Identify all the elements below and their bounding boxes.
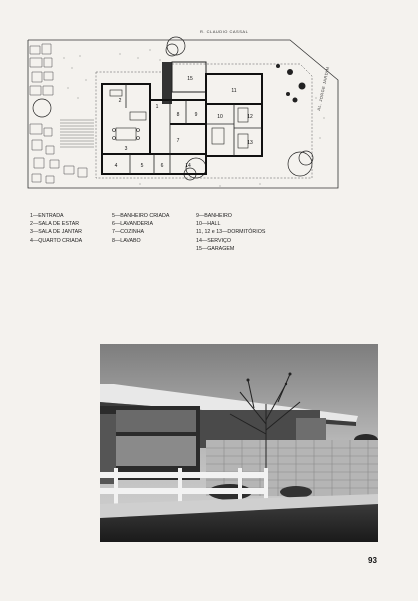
legend-item: 4—QUARTO CRIADA xyxy=(30,237,83,244)
legend-column-1 xyxy=(30,212,112,253)
legend-item: 5—BANHEIRO CRIADA xyxy=(112,213,170,219)
legend-item: 9—BANHEIRO xyxy=(196,213,232,219)
floor-plan xyxy=(20,28,360,200)
legend-item: 1—ENTRADA xyxy=(30,213,64,219)
room-number-14: 14 xyxy=(185,163,191,169)
legend-column-3 xyxy=(196,212,316,253)
legend-item: 6—LAVANDERIA xyxy=(112,221,154,228)
room-number-11: 11 xyxy=(231,88,237,94)
room-number-3: 3 xyxy=(124,146,128,152)
legend-item: 10—HALL xyxy=(196,221,221,228)
room-number-8: 8 xyxy=(176,112,180,118)
legend-item: 8—LAVABO xyxy=(112,237,141,244)
room-number-12: 12 xyxy=(247,114,253,120)
legend-column-2 xyxy=(112,212,196,253)
page-number: 93 xyxy=(368,556,377,565)
legend-item: 3—SALA DE JANTAR xyxy=(30,229,83,236)
room-number-7: 7 xyxy=(176,138,180,144)
room-number-2: 2 xyxy=(118,98,122,104)
room-number-6: 6 xyxy=(160,163,164,169)
house-photograph xyxy=(100,344,378,542)
room-number-5: 5 xyxy=(140,163,144,169)
street-label-top: R. CLAUDIO CASSAL xyxy=(200,29,249,34)
room-number-4: 4 xyxy=(114,163,118,169)
legend-item: 11, 12 e 13—DORMITÓRIOS xyxy=(196,229,266,236)
legend-item: 7—COZINHA xyxy=(112,229,145,236)
legend-item: 15—GARAGEM xyxy=(196,245,235,252)
room-number-15: 15 xyxy=(187,76,193,82)
room-legend xyxy=(30,212,360,253)
legend-item: 14—SERVIÇO xyxy=(196,237,231,244)
street-label-side: AL. JORGE JARDIM xyxy=(316,66,331,112)
room-number-13: 13 xyxy=(247,140,253,146)
room-number-9: 9 xyxy=(194,112,198,118)
room-number-10: 10 xyxy=(217,114,223,120)
room-number-1: 1 xyxy=(155,104,159,110)
legend-item: 2—SALA DE ESTAR xyxy=(30,221,80,228)
